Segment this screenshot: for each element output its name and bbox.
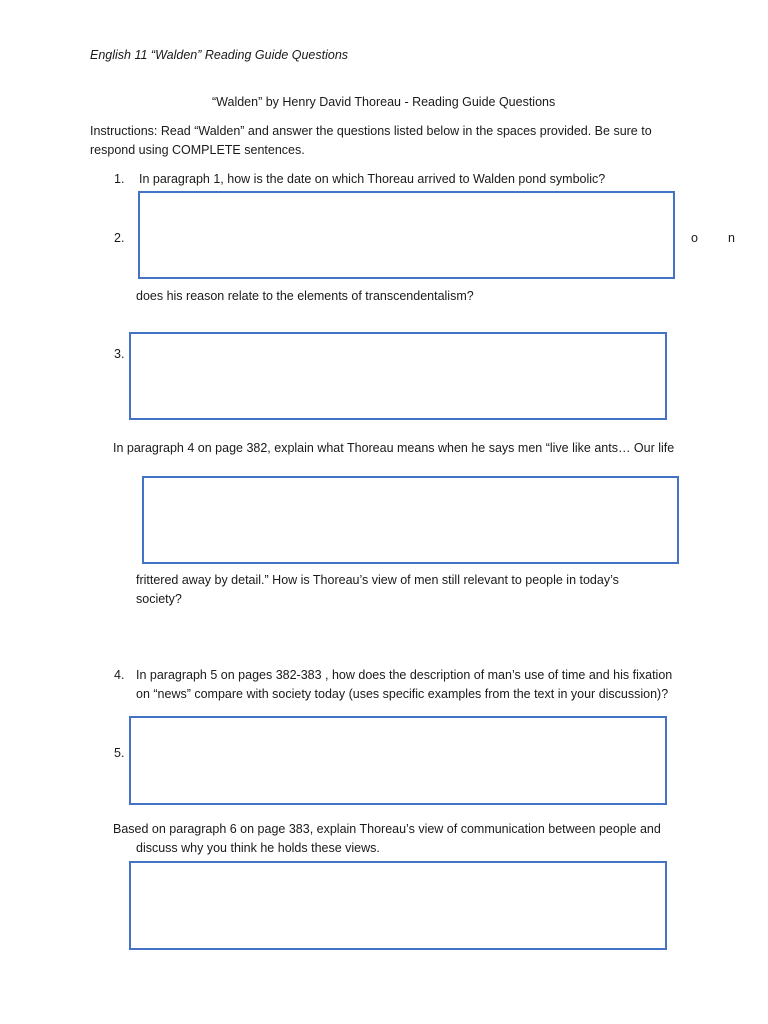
question-2-continuation: does his reason relate to the elements of transcendentalism? [136, 289, 474, 303]
question-3-continuation-line-2: society? [136, 592, 182, 606]
question-4-line-1: In paragraph 5 on pages 382-383 , how does the description of man’s use of time and his fixation [136, 668, 673, 682]
question-5-line-2: discuss why you think he holds these views. [136, 841, 380, 855]
answer-box-2[interactable] [129, 332, 667, 420]
answer-box-4[interactable] [129, 716, 667, 805]
document-title: “Walden” by Henry David Thoreau - Reading Guide Questions [212, 95, 556, 109]
answer-box-5[interactable] [129, 861, 667, 950]
question-3-continuation-line-1: frittered away by detail.” How is Thoreau’s view of men still relevant to people in today’s [136, 573, 619, 587]
answer-box-3a[interactable] [142, 476, 679, 564]
question-4-line-2: on “news” compare with society today (uses specific examples from the text in your discussion)? [136, 687, 669, 701]
question-1-text: In paragraph 1, how is the date on which Thoreau arrived to Walden pond symbolic? [139, 172, 606, 186]
question-2-fragment-n: n [728, 231, 735, 245]
question-4-number: 4. [114, 668, 125, 682]
instructions-line-2: respond using COMPLETE sentences. [90, 143, 305, 157]
question-5-line-1: Based on paragraph 6 on page 383, explain Thoreau’s view of communication between people and [113, 822, 661, 836]
course-title: English 11 “Walden” Reading Guide Questions [90, 48, 349, 62]
question-3-number: 3. [114, 347, 125, 361]
instructions-line-1: Instructions: Read “Walden” and answer the questions listed below in the spaces provided. Be sure to [90, 124, 652, 138]
question-2-fragment-o: o [691, 231, 698, 245]
question-5-number: 5. [114, 746, 125, 760]
question-1-number: 1. [114, 172, 125, 186]
question-2-number: 2. [114, 231, 125, 245]
answer-box-1[interactable] [138, 191, 675, 279]
question-3-lead: In paragraph 4 on page 382, explain what Thoreau means when he says men “live like ants… Our life [113, 441, 675, 455]
